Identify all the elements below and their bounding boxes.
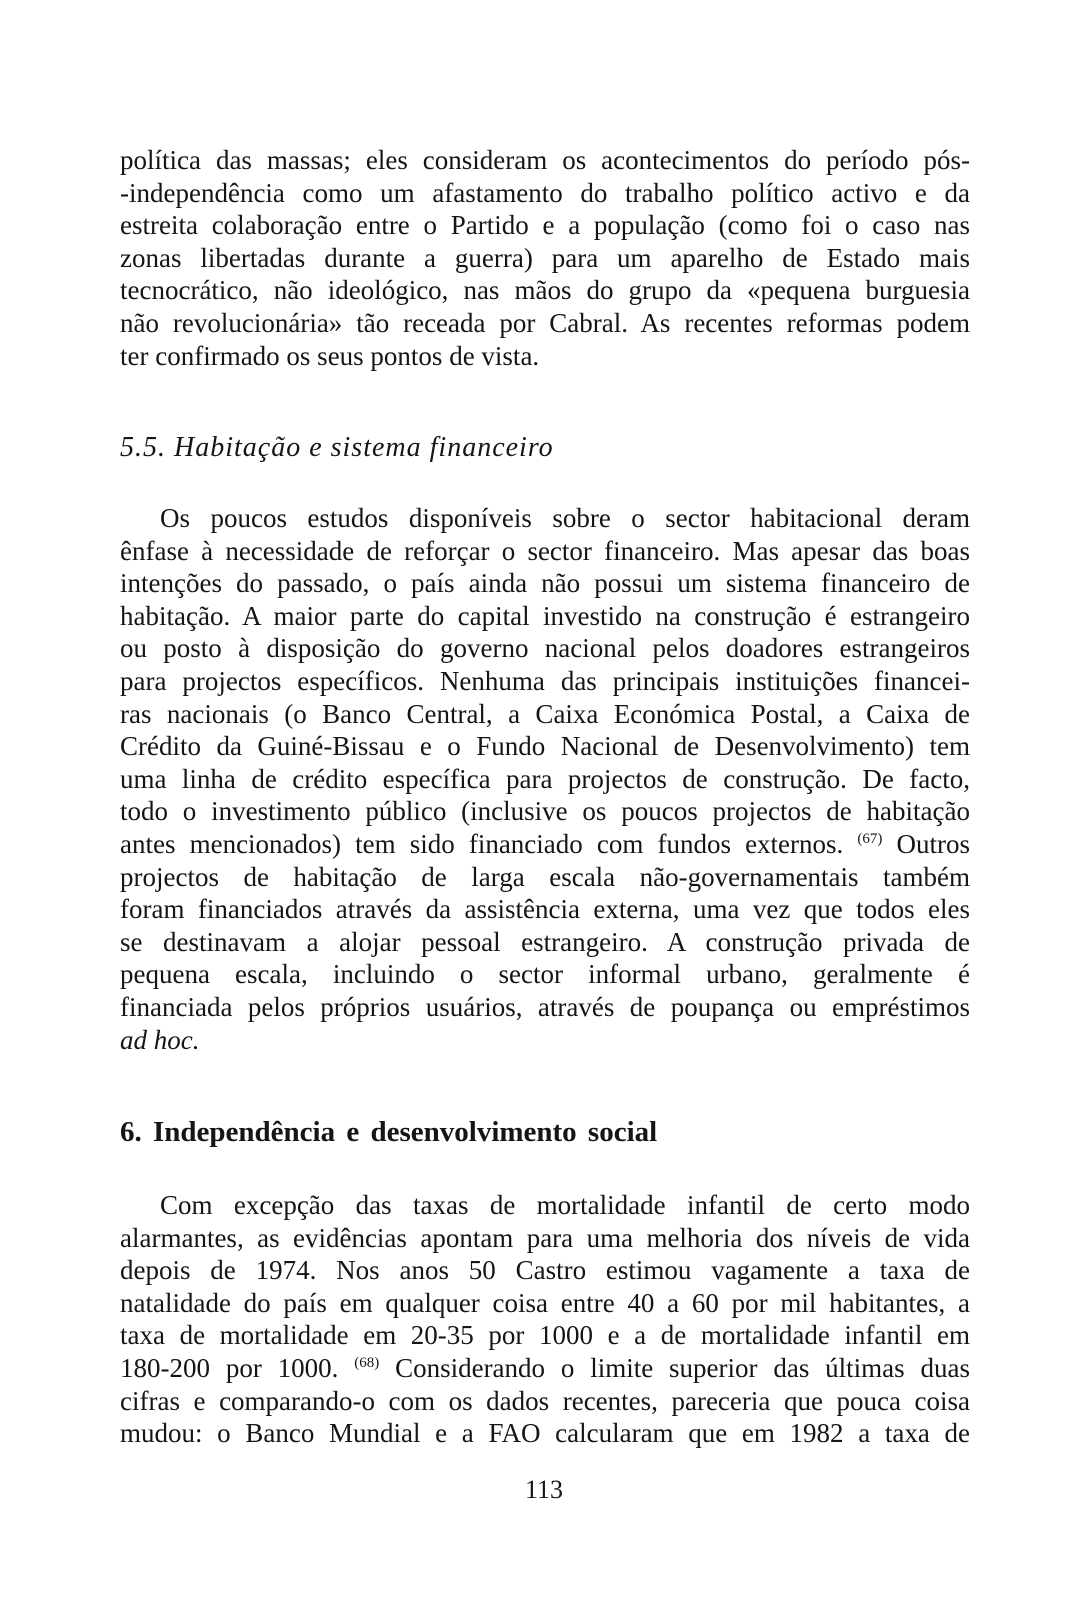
text-line: ad hoc. xyxy=(120,1024,200,1055)
text-line: uma linha de crédito específica para projectos de construção. De facto, xyxy=(120,763,970,794)
footnote-marker: (67) xyxy=(857,830,883,847)
text-line xyxy=(120,1352,970,1385)
text-line: Crédito da Guiné-Bissau e o Fundo Nacional de Desenvolvimento) tem xyxy=(120,731,970,762)
paragraph-3 xyxy=(120,1189,970,1450)
text-line: Com excepção das taxas de mortalidade infantil de certo modo xyxy=(160,1190,970,1220)
text-line: tecnocrático, não ideológico, nas mãos do grupo da «pequena burguesia xyxy=(120,275,970,306)
text-line: foram financiados através da assistência externa, uma vez que todos eles xyxy=(120,894,970,925)
section-heading-5-5: 5.5. Habitação e sistema financeiro xyxy=(120,432,554,463)
text-line: estreita colaboração entre o Partido e a população (como foi o caso nas xyxy=(120,210,970,241)
text-segment: Outros xyxy=(882,828,971,859)
text-line: depois de 1974. Nos anos 50 Castro estimou vagamente a taxa de xyxy=(120,1255,970,1286)
text-segment: 180-200 por 1000. xyxy=(120,1352,355,1383)
text-line: cifras e comparando-o com os dados recentes, pareceria que pouca coisa xyxy=(120,1385,970,1416)
paragraph-1 xyxy=(120,144,970,372)
text-line: taxa de mortalidade em 20-35 por 1000 e a de mortalidade infantil em xyxy=(120,1320,970,1351)
section-heading-6: 6. Independência e desenvolvimento social xyxy=(120,1116,658,1148)
text-line: habitação. A maior parte do capital investido na construção é estrangeiro xyxy=(120,600,970,631)
text-line: pequena escala, incluindo o sector informal urbano, geralmente é xyxy=(120,959,970,990)
text-line: ter confirmado os seus pontos de vista. xyxy=(120,340,540,371)
text-line: se destinavam a alojar pessoal estrangeiro. A construção privada de xyxy=(120,926,970,957)
text-line: todo o investimento público (inclusive os poucos projectos de habitação xyxy=(120,796,970,827)
text-line: política das massas; eles consideram os acontecimentos do período pós- xyxy=(120,145,970,175)
text-line: financiada pelos próprios usuários, através de poupança ou empréstimos xyxy=(120,991,970,1022)
text-line xyxy=(120,828,970,861)
paragraph-2 xyxy=(120,502,970,1056)
footnote-marker: (68) xyxy=(354,1354,380,1371)
text-line: ênfase à necessidade de reforçar o sector financeiro. Mas apesar das boas xyxy=(120,535,970,566)
text-line: -independência como um afastamento do trabalho político activo e da xyxy=(120,177,970,208)
text-segment: antes mencionados) tem sido financiado com fundos externos. xyxy=(120,828,858,859)
text-line: ras nacionais (o Banco Central, a Caixa Económica Postal, a Caixa de xyxy=(120,698,970,729)
text-line: intenções do passado, o país ainda não possui um sistema financeiro de xyxy=(120,568,970,599)
text-line: ou posto à disposição do governo nacional pelos doadores estrangeiros xyxy=(120,633,970,664)
text-line: Os poucos estudos disponíveis sobre o sector habitacional deram xyxy=(160,503,970,533)
text-line: zonas libertadas durante a guerra) para um aparelho de Estado mais xyxy=(120,242,970,273)
text-segment: Considerando o limite superior das últimas duas xyxy=(379,1352,970,1383)
text-line: projectos de habitação de larga escala não-governamentais também xyxy=(120,861,970,892)
text-line: natalidade do país em qualquer coisa entre 40 a 60 por mil habitantes, a xyxy=(120,1287,970,1318)
text-line: mudou: o Banco Mundial e a FAO calcularam que em 1982 a taxa de xyxy=(120,1418,970,1449)
text-line: não revolucionária» tão receada por Cabral. As recentes reformas podem xyxy=(120,307,970,338)
text-line: para projectos específicos. Nenhuma das principais instituições financei- xyxy=(120,665,970,696)
page-number: 113 xyxy=(524,1475,564,1504)
text-line: alarmantes, as evidências apontam para uma melhoria dos níveis de vida xyxy=(120,1222,970,1253)
